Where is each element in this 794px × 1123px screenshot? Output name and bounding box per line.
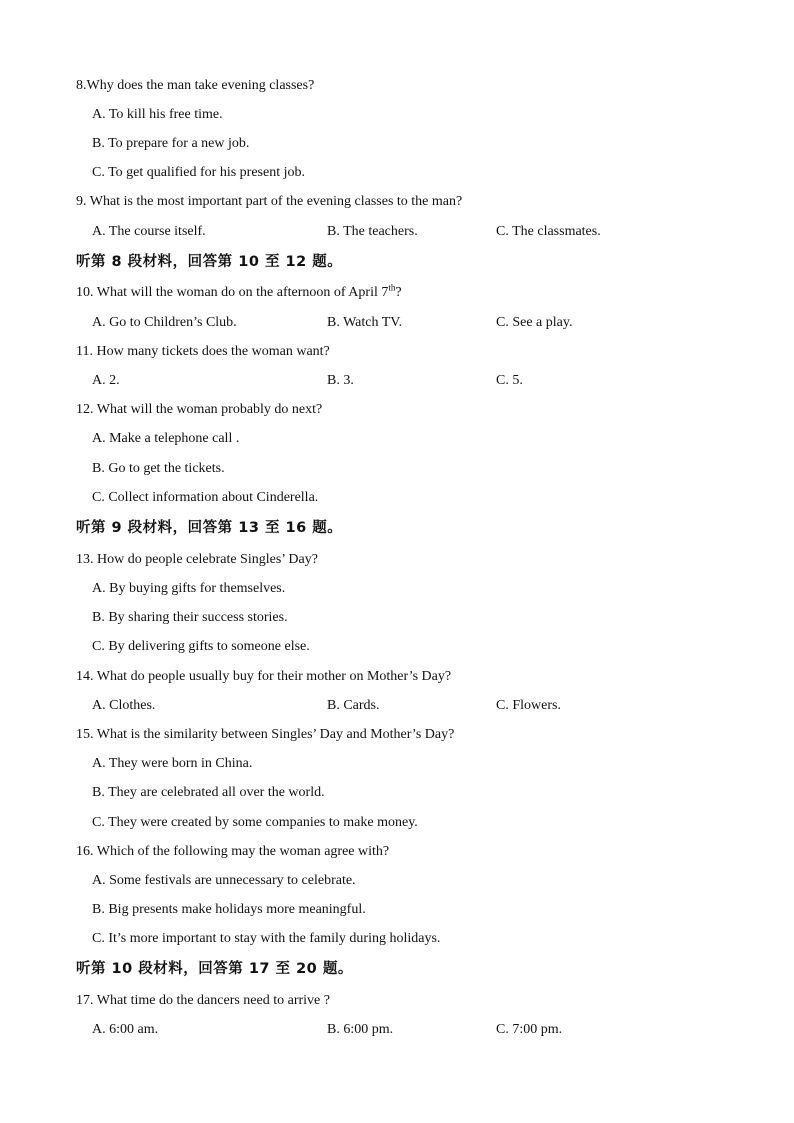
q8-option-b: B. To prepare for a new job. bbox=[92, 136, 250, 151]
q13-option-c: C. By delivering gifts to someone else. bbox=[92, 639, 310, 654]
q11-option-a: A. 2. bbox=[92, 373, 120, 388]
q12-option-a: A. Make a telephone call . bbox=[92, 431, 240, 446]
q10-option-c: C. See a play. bbox=[496, 315, 573, 330]
q8-option-a: A. To kill his free time. bbox=[92, 107, 223, 122]
q12-option-c: C. Collect information about Cinderella. bbox=[92, 490, 319, 505]
q16-option-c: C. It’s more important to stay with the family during holidays. bbox=[92, 931, 441, 946]
q13-option-b: B. By sharing their success stories. bbox=[92, 610, 288, 625]
q8-option-c: C. To get qualified for his present job. bbox=[92, 165, 306, 180]
q10-stem-end: ? bbox=[395, 285, 402, 300]
q10-superscript: th bbox=[388, 282, 396, 293]
question-9: 9. What is the most important part of the evening classes to the man? bbox=[76, 194, 463, 209]
section-heading-8: 听第 8 段材料，回答第 10 至 12 题。 bbox=[76, 254, 343, 270]
q10-option-b: B. Watch TV. bbox=[327, 315, 403, 330]
q16-option-a: A. Some festivals are unnecessary to celebrate. bbox=[92, 873, 356, 888]
q17-option-c: C. 7:00 pm. bbox=[496, 1022, 563, 1037]
q15-option-a: A. They were born in China. bbox=[92, 756, 253, 771]
q10-option-a: A. Go to Children’s Club. bbox=[92, 315, 237, 330]
q17-option-b: B. 6:00 pm. bbox=[327, 1022, 394, 1037]
q16-option-b: B. Big presents make holidays more meaningful. bbox=[92, 902, 366, 917]
q14-option-c: C. Flowers. bbox=[496, 698, 561, 713]
q11-option-b: B. 3. bbox=[327, 373, 354, 388]
q9-option-a: A. The course itself. bbox=[92, 224, 206, 239]
question-15: 15. What is the similarity between Singles’ Day and Mother’s Day? bbox=[76, 727, 455, 742]
section-heading-9: 听第 9 段材料，回答第 13 至 16 题。 bbox=[76, 520, 343, 536]
q15-option-c: C. They were created by some companies to make money. bbox=[92, 815, 418, 830]
q14-option-a: A. Clothes. bbox=[92, 698, 156, 713]
question-11: 11. How many tickets does the woman want? bbox=[76, 344, 330, 359]
q9-option-b: B. The teachers. bbox=[327, 224, 418, 239]
q10-stem: 10. What will the woman do on the afternoon of April 7 bbox=[76, 285, 389, 300]
question-14: 14. What do people usually buy for their mother on Mother’s Day? bbox=[76, 669, 452, 684]
q14-option-b: B. Cards. bbox=[327, 698, 380, 713]
section-heading-10: 听第 10 段材料，回答第 17 至 20 题。 bbox=[76, 961, 353, 977]
q17-option-a: A. 6:00 am. bbox=[92, 1022, 159, 1037]
question-17: 17. What time do the dancers need to arrive ? bbox=[76, 993, 330, 1008]
question-13: 13. How do people celebrate Singles’ Day? bbox=[76, 552, 318, 567]
q15-option-b: B. They are celebrated all over the world. bbox=[92, 785, 325, 800]
q11-option-c: C. 5. bbox=[496, 373, 523, 388]
question-12: 12. What will the woman probably do next? bbox=[76, 402, 323, 417]
q9-option-c: C. The classmates. bbox=[496, 224, 601, 239]
question-8: 8.Why does the man take evening classes? bbox=[76, 78, 315, 93]
q12-option-b: B. Go to get the tickets. bbox=[92, 461, 225, 476]
q13-option-a: A. By buying gifts for themselves. bbox=[92, 581, 286, 596]
question-10 bbox=[76, 283, 402, 303]
question-16: 16. Which of the following may the woman agree with? bbox=[76, 844, 390, 859]
